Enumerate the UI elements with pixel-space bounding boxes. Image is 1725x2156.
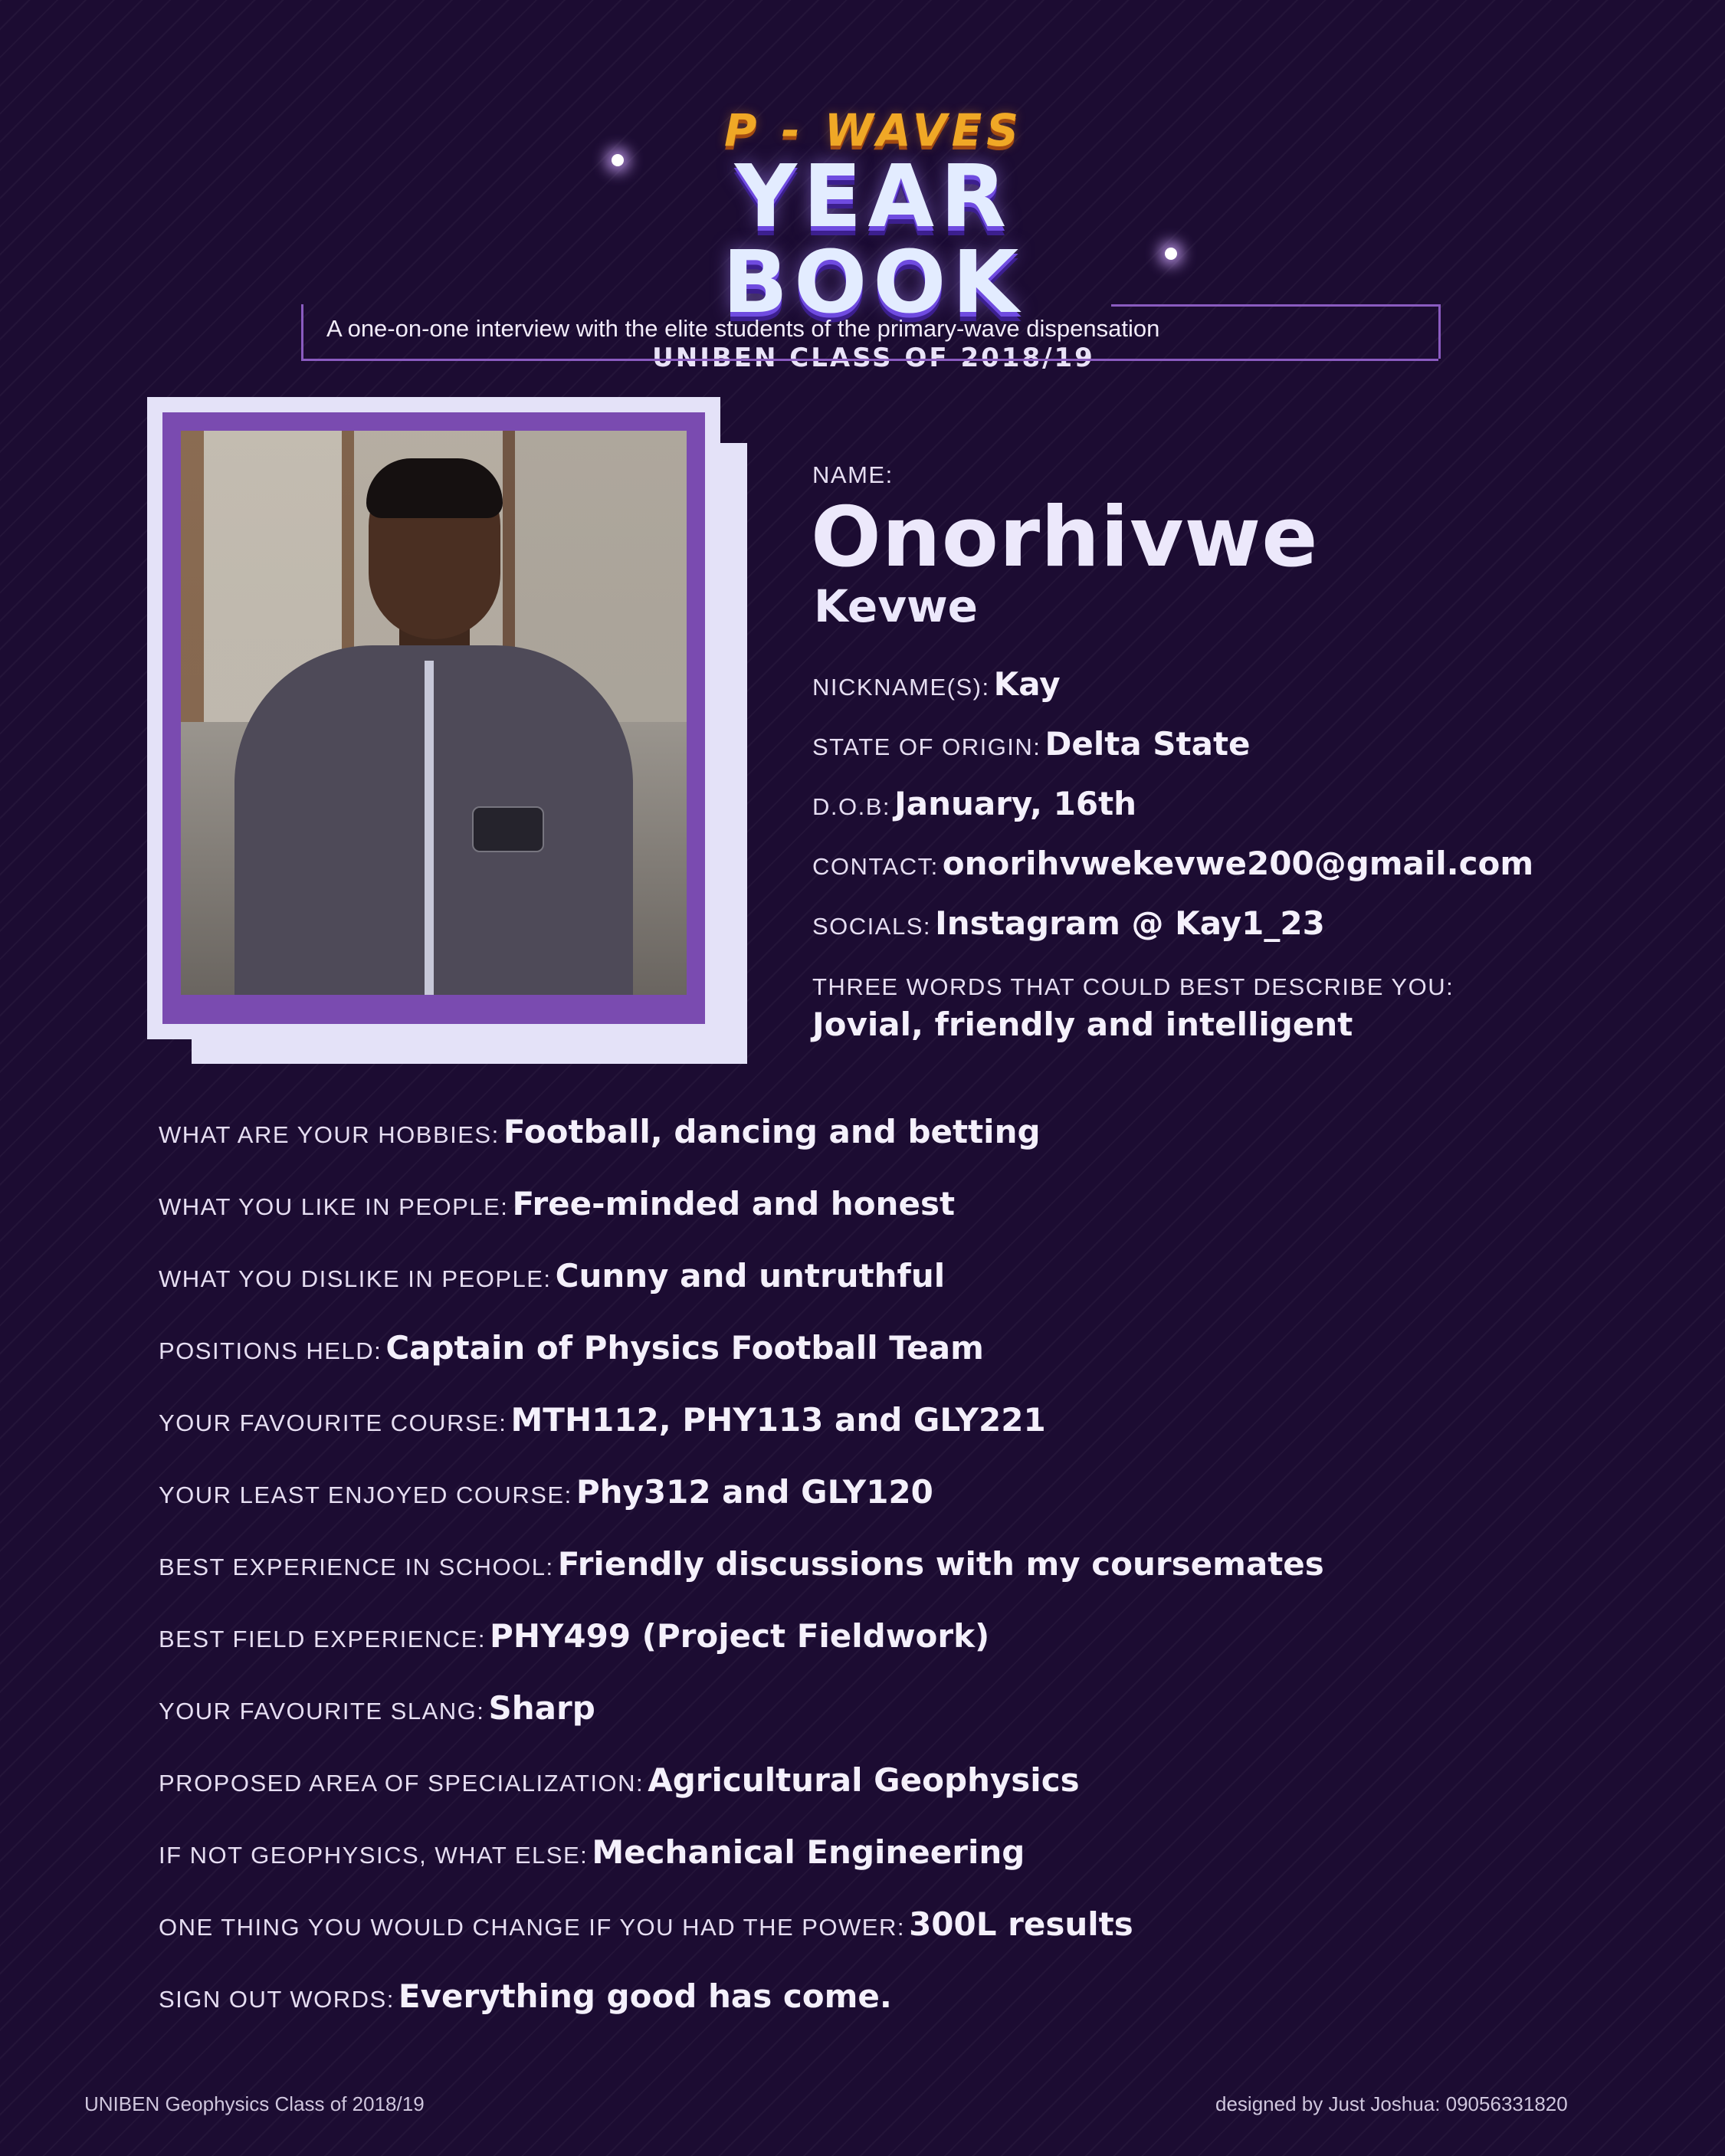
- qa-label: WHAT YOU LIKE IN PEOPLE:: [159, 1193, 509, 1220]
- qa-value: Mechanical Engineering: [592, 1833, 1025, 1871]
- logo-title-top: P - WAVES: [723, 104, 1024, 156]
- qa-label: YOUR FAVOURITE SLANG:: [159, 1698, 485, 1724]
- qa-label: SIGN OUT WORDS:: [159, 1986, 395, 2013]
- qa-value: 300L results: [909, 1905, 1133, 1943]
- qa-value: Phy312 and GLY120: [576, 1473, 933, 1511]
- info-row-state-of-origin: [812, 725, 1251, 763]
- photo-person-shirt: [234, 645, 633, 995]
- photo-shirt-badge: [472, 806, 544, 852]
- info-row-nickname: [812, 665, 1061, 703]
- info-label: D.O.B:: [812, 793, 891, 820]
- sparkle-icon: [1165, 248, 1177, 260]
- info-label: STATE OF ORIGIN:: [812, 733, 1041, 760]
- info-value: Delta State: [1045, 725, 1251, 763]
- qa-value: MTH112, PHY113 and GLY221: [510, 1401, 1046, 1439]
- three-words-label: THREE WORDS THAT COULD BEST DESCRIBE YOU:: [812, 973, 1454, 1000]
- photo-frame-border: [162, 412, 705, 1024]
- info-label: CONTACT:: [812, 853, 939, 880]
- qa-row-dislike-in-people: [159, 1257, 945, 1295]
- qa-value: Sharp: [488, 1689, 595, 1727]
- qa-row-positions-held: [159, 1329, 984, 1367]
- qa-value: PHY499 (Project Fieldwork): [490, 1617, 990, 1655]
- qa-label: IF NOT GEOPHYSICS, WHAT ELSE:: [159, 1842, 589, 1869]
- qa-value: Everything good has come.: [398, 1977, 892, 2015]
- info-value-email: onorihvwekevwe200@gmail.com: [942, 845, 1534, 882]
- qa-value: Captain of Physics Football Team: [385, 1329, 984, 1367]
- qa-value: Free-minded and honest: [512, 1185, 956, 1222]
- name-label: NAME:: [812, 461, 894, 488]
- qa-label: BEST EXPERIENCE IN SCHOOL:: [159, 1554, 554, 1580]
- qa-label: PROPOSED AREA OF SPECIALIZATION:: [159, 1770, 644, 1797]
- qa-label: BEST FIELD EXPERIENCE:: [159, 1626, 486, 1652]
- qa-label: ONE THING YOU WOULD CHANGE IF YOU HAD THE POWER:: [159, 1914, 905, 1941]
- qa-row-best-experience: [159, 1545, 1324, 1583]
- info-label: SOCIALS:: [812, 913, 931, 940]
- qa-value: Friendly discussions with my coursemates: [557, 1545, 1324, 1583]
- tagline: A one-on-one interview with the elite students of the primary-wave dispensation: [326, 315, 1160, 342]
- qa-value: Agricultural Geophysics: [648, 1761, 1080, 1799]
- qa-row-specialization: [159, 1761, 1080, 1799]
- footer-left: UNIBEN Geophysics Class of 2018/19: [84, 2092, 425, 2115]
- info-row-contact: [812, 845, 1533, 882]
- qa-row-favourite-course: [159, 1401, 1046, 1439]
- qa-row-if-not-geophysics: [159, 1833, 1025, 1871]
- qa-label: YOUR LEAST ENJOYED COURSE:: [159, 1482, 572, 1508]
- info-value: January, 16th: [894, 785, 1137, 822]
- tagline-frame: [301, 304, 1438, 361]
- qa-row-best-field-experience: [159, 1617, 989, 1655]
- qa-row-like-in-people: [159, 1185, 955, 1222]
- info-value: Instagram @ Kay1_23: [935, 904, 1325, 942]
- logo-subtitle: UNIBEN CLASS OF 2018/19: [652, 343, 1095, 373]
- footer-right: designed by Just Joshua: 09056331820: [1215, 2092, 1568, 2115]
- profile-photo: [181, 431, 687, 995]
- qa-row-hobbies: [159, 1113, 1041, 1150]
- three-words-value: Jovial, friendly and intelligent: [812, 1006, 1353, 1043]
- sparkle-icon: [612, 154, 624, 166]
- qa-label: WHAT ARE YOUR HOBBIES:: [159, 1121, 500, 1148]
- first-name: Onorhivwe: [811, 490, 1319, 586]
- qa-label: POSITIONS HELD:: [159, 1337, 382, 1364]
- logo-title-main: YEAR BOOK: [722, 147, 1025, 333]
- info-value: Kay: [993, 665, 1061, 703]
- qa-label: WHAT YOU DISLIKE IN PEOPLE:: [159, 1265, 552, 1292]
- photo-person-hair: [366, 458, 503, 518]
- photo-shirt-stripe: [425, 661, 434, 995]
- photo-frame: [147, 397, 720, 1039]
- qa-row-favourite-slang: [159, 1689, 595, 1727]
- qa-row-one-thing-change: [159, 1905, 1133, 1943]
- info-row-dob: [812, 785, 1136, 822]
- qa-row-least-enjoyed-course: [159, 1473, 933, 1511]
- qa-label: YOUR FAVOURITE COURSE:: [159, 1409, 507, 1436]
- qa-row-sign-out-words: [159, 1977, 892, 2015]
- last-name: Kevwe: [814, 580, 978, 632]
- info-label: NICKNAME(S):: [812, 674, 990, 701]
- info-row-socials: [812, 904, 1325, 942]
- qa-value: Football, dancing and betting: [503, 1113, 1041, 1150]
- qa-value: Cunny and untruthful: [555, 1257, 946, 1295]
